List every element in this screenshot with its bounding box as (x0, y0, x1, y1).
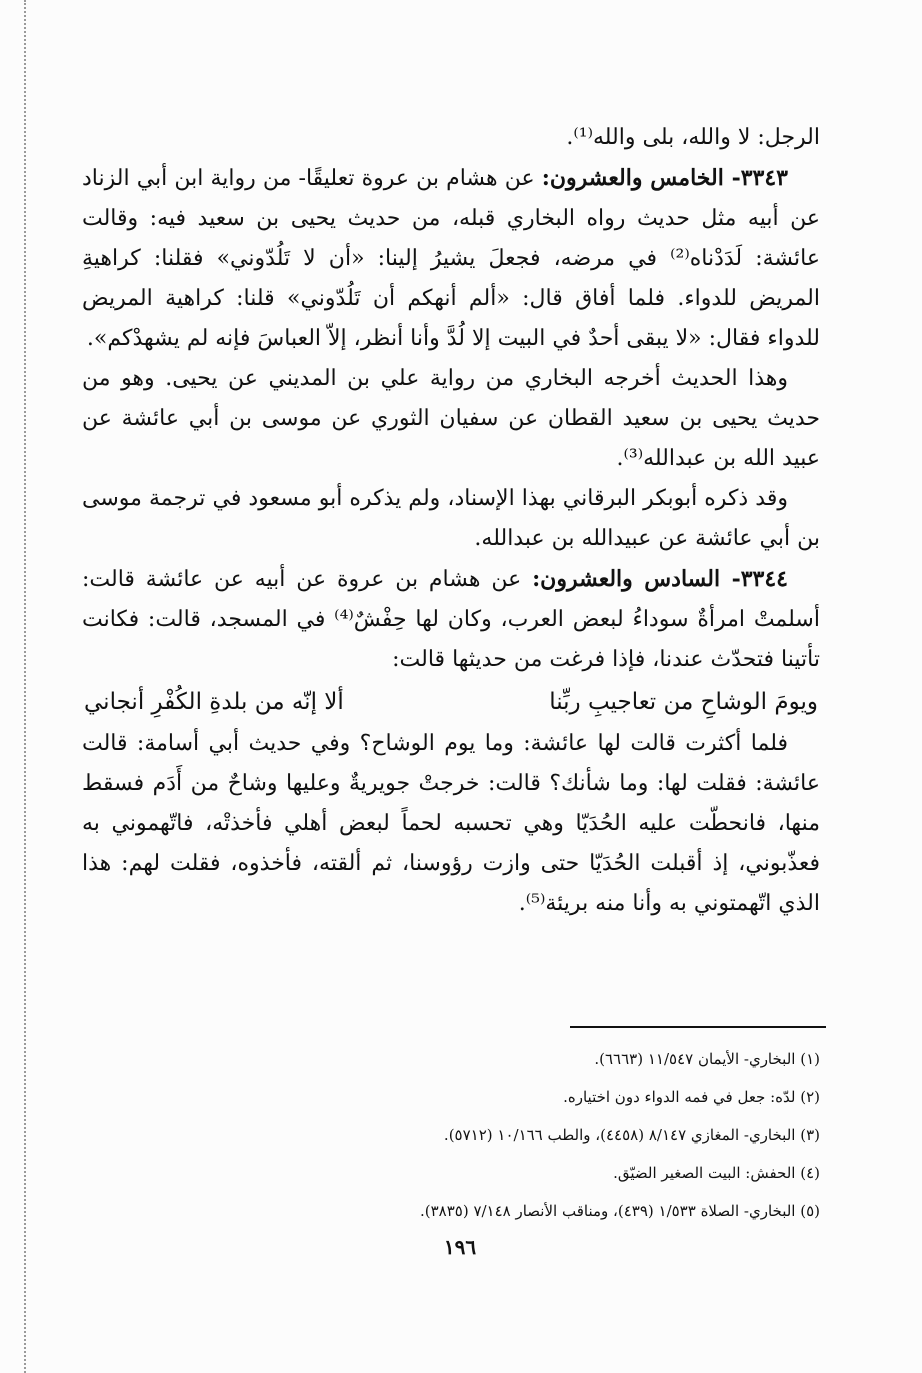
footnote-separator (570, 1026, 826, 1028)
poetry-verse (82, 680, 820, 724)
page-number: ١٩٦ (443, 1235, 477, 1259)
paragraph-barqani: وقد ذكره أبوبكر البرقاني بهذا الإسناد، ولم يذكره أبو مسعود في ترجمة موسى بن أبي عائشة عن عبيدالله بن عبدالله. (82, 486, 820, 551)
body-text (82, 118, 820, 924)
section-3343 (82, 158, 820, 359)
footnote-4: (٤) الحفش: البيت الصغير الضيّق. (613, 1164, 820, 1182)
page-fold-line (24, 0, 26, 1373)
paragraph-hadith: وهذا الحديث أخرجه البخاري من رواية علي بن المديني عن يحيى. وهو من حديث يحيى بن سعيد القطان عن سفيان الثوري عن موسى بن أبي عائشة عن عبيد الله بن عبدالله⁽³⁾. (82, 366, 820, 471)
footnote-2: (٢) لدّه: جعل في فمه الدواء دون اختياره. (563, 1088, 820, 1106)
footnotes (200, 1040, 820, 1230)
section-3344-text: عن هشام بن عروة عن أبيه عن عائشة قالت: أسلمتْ امرأةٌ سوداءُ لبعض العرب، وكان لها حِفْشٌ⁽⁴⁾ في المسجد، قالت: فكانت تأتينا فتحدّث عندنا، فإذا فرغت من حديثها قالت: (82, 567, 820, 672)
paragraph-story: فلما أكثرت قالت لها عائشة: وما يوم الوشاح؟ وفي حديث أبي أسامة: قالت عائشة: فقلت لها: وما شأنك؟ قالت: خرجتْ جويريةٌ وعليها وشاحٌ من أَدَم فسقط منها، فانحطّت عليه الحُدَيّا وهي تحسبه لحماً لبعض أهلي فأخذتْه، فاتّهموني به فعذّبوني، إذ أقبلت الحُدَيّا حتى وازت رؤوسنا، ثم ألقته، فأخذوه، فقلت لهم: هذا الذي اتّهمتوني به وأنا منه بريئة⁽⁵⁾. (82, 731, 820, 916)
section-3344 (82, 559, 820, 680)
section-3343-title: ٣٣٤٣- الخامس والعشرون: (541, 165, 788, 191)
top-line: الرجل: لا والله، بلى والله⁽¹⁾. (566, 125, 820, 150)
verse-second-hemistich: ألا إنّه من بلدةِ الكُفْرِ أنجاني (84, 689, 344, 715)
footnote-5: (٥) البخاري- الصلاة ١/٥٣٣ (٤٣٩)، ومناقب الأنصار ٧/١٤٨ (٣٨٣٥). (419, 1202, 820, 1220)
footnote-3: (٣) البخاري- المغازي ٨/١٤٧ (٤٤٥٨)، والطب ١٠/١٦٦ (٥٧١٢). (443, 1126, 820, 1144)
verse-first-hemistich: ويومَ الوشاحِ من تعاجيبِ ربِّنا (549, 689, 818, 715)
footnote-1: (١) البخاري- الأيمان ١١/٥٤٧ (٦٦٦٣). (594, 1050, 820, 1068)
section-3343-text: عن هشام بن عروة تعليقًا- من رواية ابن أبي الزناد عن أبيه مثل حديث رواه البخاري قبله، من حديث يحيى بن سعيد فيه: وقالت عائشة: لَدَدْناه⁽²⁾ في مرضه، فجعلَ يشيرُ إلينا: «أن لا تَلُدّوني» فقلنا: كراهيةِ المريض للدواء. فلما أفاق قال: «ألم أنهكم أن تَلُدّوني» قلنا: كراهية المريض للدواء فقال: «لا يبقى أحدٌ في البيت إلا لُدَّ وأنا أنظر، إلاّ العباسَ فإنه لم يشهدْكم». (82, 166, 820, 351)
section-3344-title: ٣٣٤٤- السادس والعشرون: (532, 566, 788, 592)
